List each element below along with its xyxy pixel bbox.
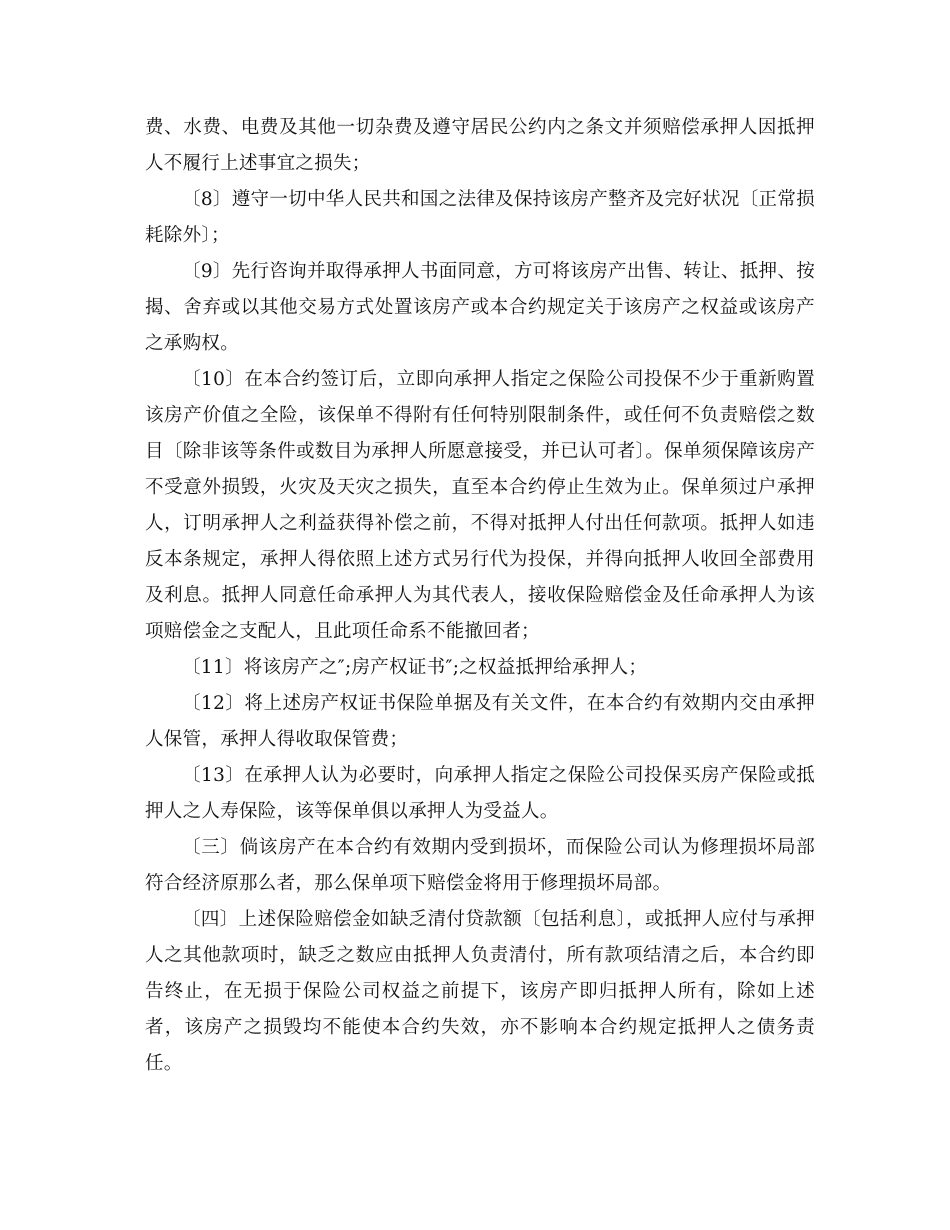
paragraph-clause-12: 〔12〕将上述房产权证书保险单据及有关文件，在本合约有效期内交由承押人保管，承押人得收取保管费；: [145, 693, 815, 750]
paragraph-clause-8: 〔8〕遵守一切中华人民共和国之法律及保持该房产整齐及完好状况〔正常损耗除外〕；: [145, 189, 815, 246]
document-body: [145, 110, 815, 1082]
paragraph-section-3: 〔三〕倘该房产在本合约有效期内受到损坏，而保险公司认为修理损坏局部符合经济原那么者，那么保单项下赔偿金将用于修理损坏局部。: [145, 837, 815, 894]
paragraph-section-4: 〔四〕上述保险赔偿金如缺乏清付贷款额〔包括利息〕，或抵押人应付与承押人之其他款项时，缺乏之数应由抵押人负责清付，所有款项结清之后，本合约即告终止，在无损于保险公司权益之前提下，该房产即归抵押人所有，除如上述者，该房产之损毁均不能使本合约失效，亦不影响本合约规定抵押人之债务责任。: [145, 909, 815, 1074]
paragraph-clause-9: 〔9〕先行咨询并取得承押人书面同意，方可将该房产出售、转让、抵押、按揭、舍弃或以其他交易方式处置该房产或本合约规定关于该房产之权益或该房产之承购权。: [145, 261, 815, 354]
paragraph-clause-11: 〔11〕将该房产之″;房产权证书″;之权益抵押给承押人；: [182, 657, 648, 678]
paragraph-fees-continuation: 费、水费、电费及其他一切杂费及遵守居民公约内之条文并须赔偿承押人因抵押人不履行上述事宜之损失；: [145, 117, 815, 174]
paragraph-clause-13: 〔13〕在承押人认为必要时，向承押人指定之保险公司投保买房产保险或抵押人之人寿保险，该等保单俱以承押人为受益人。: [145, 765, 815, 822]
paragraph-clause-10: 〔10〕在本合约签订后，立即向承押人指定之保险公司投保不少于重新购置该房产价值之全险，该保单不得附有任何特别限制条件，或任何不负责赔偿之数目〔除非该等条件或数目为承押人所愿意接受，并已认可者〕。保单须保障该房产不受意外损毁，火灾及天灾之损失，直至本合约停止生效为止。保单须过户承押人，订明承押人之利益获得补偿之前，不得对抵押人付出任何款项。抵押人如违反本条规定，承押人得依照上述方式另行代为投保，并得向抵押人收回全部费用及利息。抵押人同意任命承押人为其代表人，接收保险赔偿金及任命承押人为该项赔偿金之支配人，且此项任命系不能撤回者；: [145, 369, 815, 642]
